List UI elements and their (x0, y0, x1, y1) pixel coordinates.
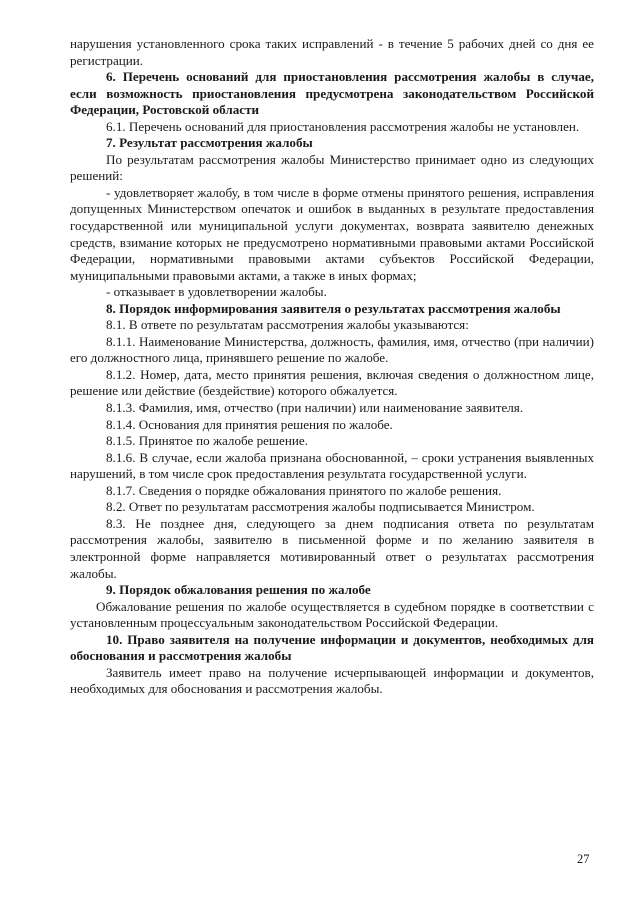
paragraph-8-1-2: 8.1.2. Номер, дата, место принятия решения, включая сведения о должностном лице, решение или действие (бездействие) которого обжалуется. (70, 366, 594, 399)
section-6-heading: 6. Перечень оснований для приостановления рассмотрения жалобы в случае, если возможность приостановления предусмотрена законодательством Российской Федерации, Ростовской области (70, 69, 594, 118)
paragraph-8-1-1: 8.1.1. Наименование Министерства, должность, фамилия, имя, отчество (при наличии) его должностного лица, принявшего решение по жалобе. (70, 333, 594, 366)
paragraph-8-1-5: 8.1.5. Принятое по жалобе решение. (106, 433, 308, 449)
paragraph-9-body: Обжалование решения по жалобе осуществляется в судебном порядке в соответствии с установленным процессуальным законодательством Российской Федерации. (70, 598, 594, 631)
section-10-heading: 10. Право заявителя на получение информации и документов, необходимых для обоснования и рассмотрения жалобы (70, 631, 594, 664)
paragraph-7-satisfy: - удовлетворяет жалобу, в том числе в форме отмены принятого решения, исправления допущенных Министерством опечаток и ошибок в выданных в результате предоставления государственной или муниципальной услуги документах, возврата заявителю денежных средств, взимание которых не предусмотрено нормативными правовыми актами Российской Федерации, нормативными правовыми актами субъектов Российской Федерации, муниципальными правовыми актами, а также в иных формах; (70, 184, 594, 283)
paragraph-8-1-6: 8.1.6. В случае, если жалоба признана обоснованной, – сроки устранения выявленных нарушений, в том числе срок предоставления результата государственной услуги. (70, 449, 594, 482)
paragraph-8-1-3: 8.1.3. Фамилия, имя, отчество (при наличии) или наименование заявителя. (106, 400, 524, 416)
section-8-heading: 8. Порядок информирования заявителя о результатах рассмотрения жалобы (106, 300, 561, 316)
paragraph-8-3: 8.3. Не позднее дня, следующего за днем подписания ответа по результатам рассмотрения жалобы, заявителю в письменной форме и по желанию заявителя в электронной форме направляется мотивированный ответ о результатах рассмотрения жалобы. (70, 515, 594, 581)
paragraph-7-refuse: - отказывает в удовлетворении жалобы. (106, 284, 327, 300)
document-page (70, 36, 594, 698)
paragraph-8-1-7: 8.1.7. Сведения о порядке обжалования принятого по жалобе решения. (106, 482, 502, 498)
section-7-heading: 7. Результат рассмотрения жалобы (106, 135, 313, 151)
paragraph-continuation: нарушения установленного срока таких исправлений - в течение 5 рабочих дней со дня ее регистрации. (70, 36, 594, 68)
page-number: 27 (577, 852, 590, 866)
paragraph-8-1: 8.1. В ответе по результатам рассмотрения жалобы указываются: (106, 317, 469, 333)
section-9-heading: 9. Порядок обжалования решения по жалобе (106, 582, 371, 598)
paragraph-7-intro: По результатам рассмотрения жалобы Министерство принимает одно из следующих решений: (70, 151, 594, 184)
paragraph-8-2: 8.2. Ответ по результатам рассмотрения жалобы подписывается Министром. (106, 499, 535, 515)
paragraph-8-1-4: 8.1.4. Основания для принятия решения по жалобе. (106, 416, 393, 432)
paragraph-6-1: 6.1. Перечень оснований для приостановления рассмотрения жалобы не установлен. (106, 118, 580, 134)
paragraph-10-body: Заявитель имеет право на получение исчерпывающей информации и документов, необходимых для обоснования и рассмотрения жалобы. (70, 664, 594, 697)
